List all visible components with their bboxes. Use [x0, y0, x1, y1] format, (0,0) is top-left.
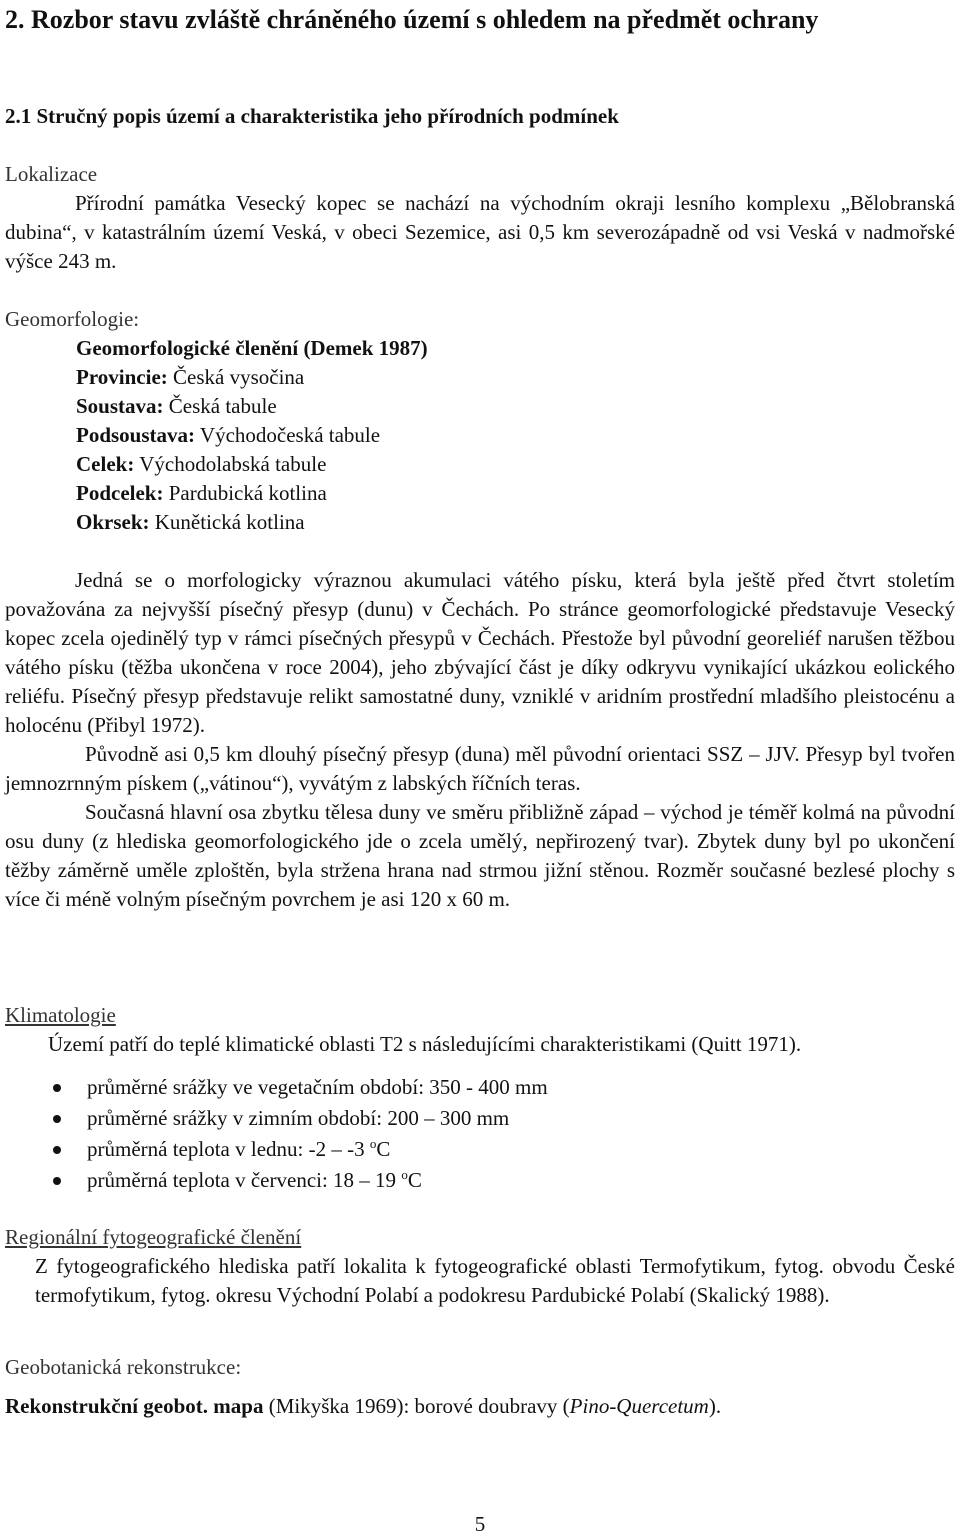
- fytogeografie-label: Regionální fytogeografické členění: [5, 1225, 302, 1249]
- geobotanika-bold: Rekonstrukční geobot. mapa: [5, 1394, 264, 1418]
- geomorfologie-row: [5, 421, 955, 450]
- klimatologie-bullet-text: průměrné srážky v zimním období: 200 – 300 mm: [87, 1106, 510, 1130]
- geomorfologie-title: Geomorfologické členění (Demek 1987): [76, 336, 428, 360]
- bullet-icon: [53, 1177, 61, 1185]
- geomorfologie-row-key: Podsoustava:: [76, 423, 196, 447]
- klimatologie-bullet: [5, 1072, 955, 1103]
- fytogeografie-section: [5, 1223, 955, 1310]
- klimatologie-bullet-text: průměrné srážky ve vegetačním období: 350 - 400 mm: [87, 1075, 548, 1099]
- klimatologie-bullet-text: průměrná teplota v červenci: 18 – 19: [87, 1168, 402, 1192]
- geobotanika-text-after: ).: [708, 1394, 722, 1418]
- geomorfologie-row-key: Okrsek:: [76, 510, 150, 534]
- geomorfologie-row: [5, 508, 955, 537]
- geomorfologie-row: [5, 392, 955, 421]
- geomorfologie-row-value: Východolabská tabule: [139, 452, 327, 476]
- geomorfologie-row-key: Soustava:: [76, 394, 164, 418]
- lokalizace-label: Lokalizace: [5, 162, 98, 186]
- page-number: 5: [474, 1512, 486, 1536]
- geomorfologie-row: [5, 450, 955, 479]
- geomorfologie-paragraph-2: Původně asi 0,5 km dlouhý písečný přesyp (duna) měl původní orientaci SSZ – JJV. Přesyp byl tvořen jemnozrnným pískem („vátinou“), vyvátým z labských říčních teras.: [5, 742, 955, 795]
- klimatologie-section: [5, 1001, 955, 1059]
- geobotanika-label: Geobotanická rekonstrukce:: [5, 1355, 242, 1379]
- geobotanika-text: [5, 1392, 955, 1421]
- klimatologie-bullet-text: průměrná teplota v lednu: -2 – -3: [87, 1137, 370, 1161]
- geomorfologie-paragraphs: [5, 566, 955, 914]
- klimatologie-intro: Území patří do teplé klimatické oblasti T2 s následujícími charakteristikami (Quitt 1971).: [48, 1032, 802, 1056]
- degree-superscript: o: [369, 1136, 377, 1151]
- bullet-icon: [53, 1146, 61, 1154]
- klimatologie-bullet: [5, 1134, 955, 1165]
- klimatologie-bullet: [5, 1165, 955, 1196]
- geobotanika-section: [5, 1353, 955, 1421]
- klimatologie-list: [5, 1072, 955, 1196]
- geomorfologie-paragraph-1: Jedná se o morfologicky výraznou akumulaci vátého písku, která byla ještě před čtvrt stoletím považována za nejvyšší písečný přesyp (dunu) v Čechách. Po stránce geomorfologické představuje Vesecký kopec zcela ojedinělý typ v rámci písečných přesypů v Čechách. Přestože byl původní georeliéf narušen těžbou vátého písku (těžba ukončena v roce 2004), jeho zbývající část je díky odkryvu vynikající ukázkou eolického reliéfu. Písečný přesyp představuje relikt samostatné duny, vzniklé v aridním prostřední mladšího pleistocénu a holocénu (Přibyl 1972).: [5, 568, 955, 737]
- geomorfologie-list: [5, 363, 955, 537]
- geomorfologie-row-key: Celek:: [76, 452, 135, 476]
- geobotanika-italic: Pino-Quercetum: [569, 1394, 709, 1418]
- bullet-icon: [53, 1084, 61, 1092]
- geomorfologie-row-value: Česká tabule: [168, 394, 277, 418]
- klimatologie-bullet: [5, 1103, 955, 1134]
- lokalizace-section: [5, 160, 955, 276]
- geobotanika-text-before: (Mikyška 1969): borové doubravy (: [263, 1394, 570, 1418]
- geomorfologie-row-value: Východočeská tabule: [199, 423, 381, 447]
- geomorfologie-paragraph-3: Současná hlavní osa zbytku tělesa duny ve směru přibližně západ – východ je téměř kolmá na původní osu duny (z hlediska geomorfologického jde o zcela umělý, nepřirozený tvar). Zbytek duny byl po ukončení těžby záměrně uměle zploštěn, byla stržena hrana nad strmou jižní stěnou. Rozměr současné bezlesé plochy s více či méně volným písečným povrchem je asi 120 x 60 m.: [5, 800, 955, 911]
- geomorfologie-row-key: Provincie:: [76, 365, 168, 389]
- document-page: [5, 0, 955, 1418]
- bullet-icon: [53, 1115, 61, 1123]
- degree-superscript: o: [401, 1167, 408, 1182]
- geomorfologie-row-value: Pardubická kotlina: [168, 481, 327, 505]
- geomorfologie-row: [5, 363, 955, 392]
- geomorfologie-section: [5, 305, 955, 537]
- unit-label: C: [376, 1137, 391, 1161]
- geomorfologie-row: [5, 479, 955, 508]
- geomorfologie-row-value: Česká vysočina: [173, 365, 305, 389]
- geomorfologie-row-key: Podcelek:: [76, 481, 164, 505]
- lokalizace-text: Přírodní památka Vesecký kopec se nachází na východním okraji lesního komplexu „Bělobranská dubina“, v katastrálním území Veská, v obeci Sezemice, asi 0,5 km severozápadně od vsi Veská v nadmořské výšce 243 m.: [5, 191, 955, 273]
- fytogeografie-text: Z fytogeografického hlediska patří lokalita k fytogeografické oblasti Termofytikum, fytog. obvodu České termofytikum, fytog. okresu Východní Polabí a podokresu Pardubické Polabí (Skalický 1988).: [35, 1254, 955, 1307]
- chapter-heading: 2. Rozbor stavu zvláště chráněného území s ohledem na předmět ochrany: [5, 5, 819, 34]
- section-heading: 2.1 Stručný popis území a charakteristika jeho přírodních podmínek: [5, 104, 619, 128]
- geomorfologie-label: Geomorfologie:: [5, 307, 140, 331]
- unit-label: C: [407, 1168, 422, 1192]
- klimatologie-label: Klimatologie: [5, 1003, 116, 1027]
- geomorfologie-row-value: Kunětická kotlina: [154, 510, 305, 534]
